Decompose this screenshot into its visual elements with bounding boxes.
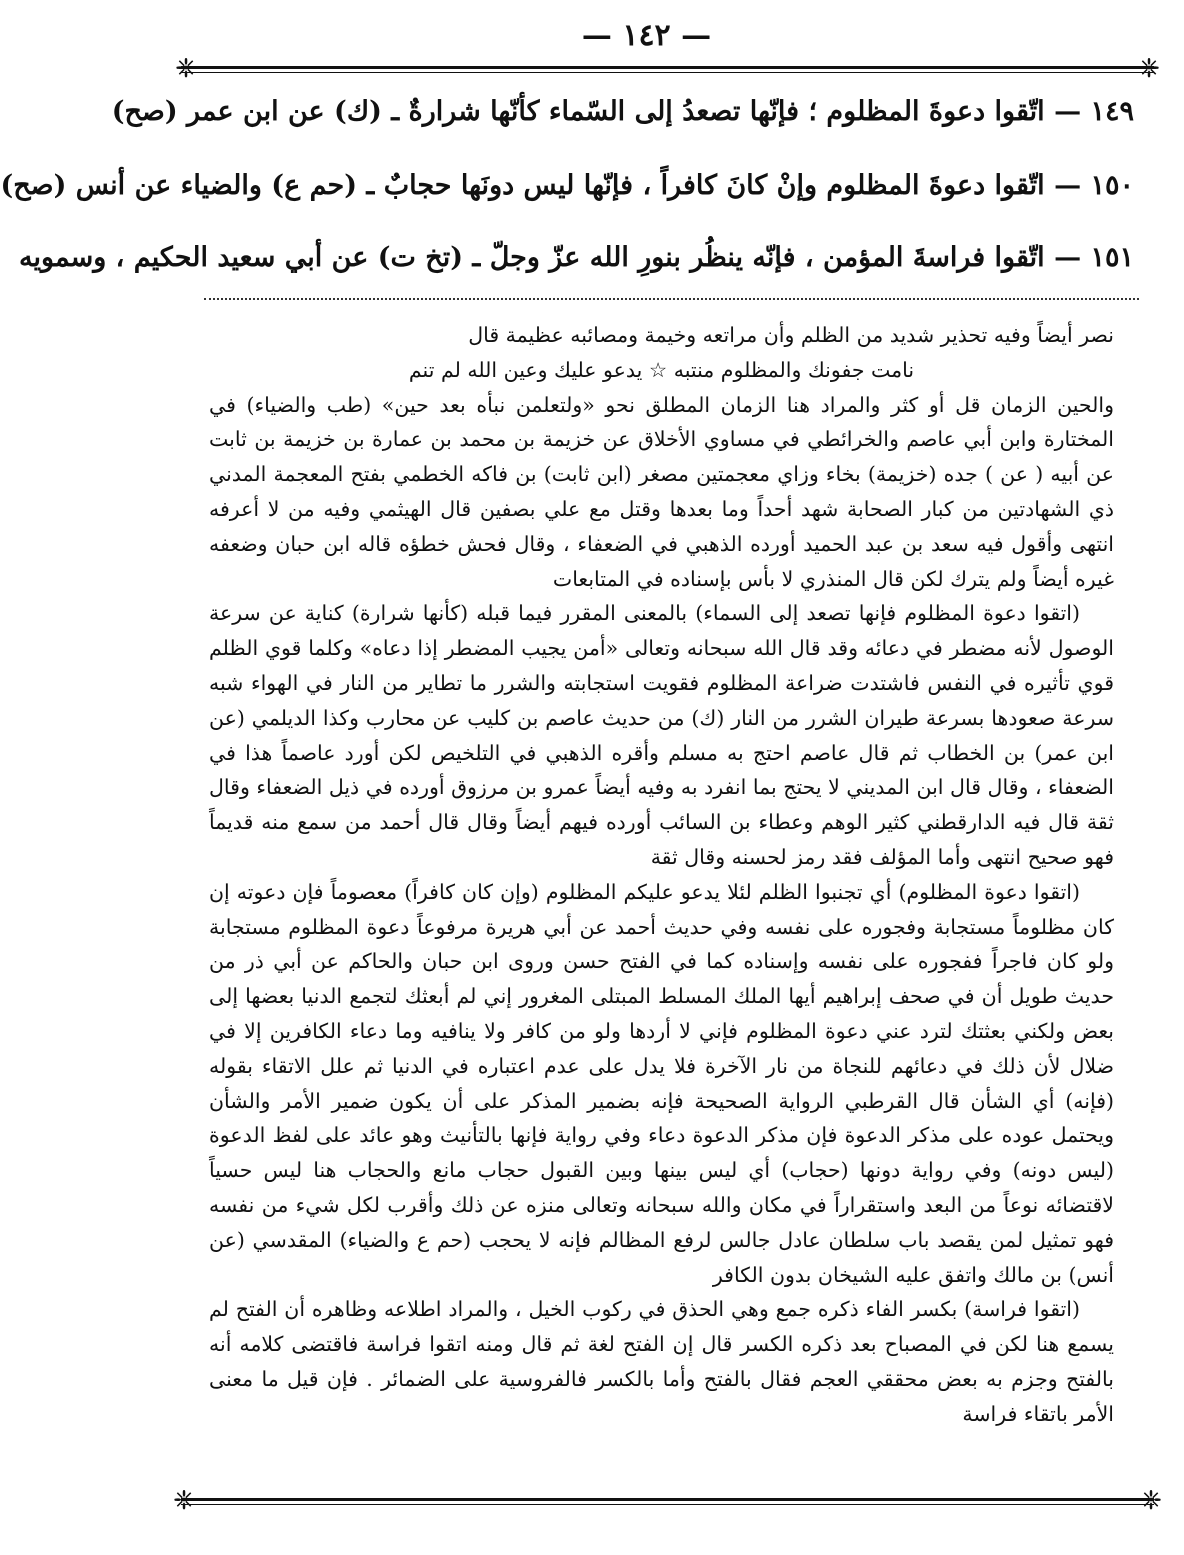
bottom-border-rule-thin xyxy=(181,1504,1154,1505)
commentary-paragraph: (اتقوا فراسة) بكسر الفاء ذكره جمع وهي الحذق في ركوب الخيل ، والمراد اطلاعه وظاهره أن الفتح لم يسمع هنا لكن في المصباح بعد ذكره الكسر قال إن الفتح لغة ثم قال ومنه اتقوا فراسة فاقتضى كلامه أنه بالفتح وجزم به بعض محققي العجم فقال بالفتح وأما بالكسر فالفروسية على الضمائر . فإن قيل ما معنى الأمر باتقاء فراسة xyxy=(209,1297,1114,1426)
hadith-151: ١٥١ — اتّقوا فراسةَ المؤمن ، فإنّه ينظُر بنورِ الله عزّ وجلّ ـ (تخ ت) عن أبي سعيد الحكيم ، وسمويه xyxy=(19,242,1134,273)
top-border-rule xyxy=(181,66,1154,69)
commentary-body xyxy=(209,318,1114,1432)
commentary-paragraph: (اتقوا دعوة المظلوم) أي تجنبوا الظلم لئلا يدعو عليكم المظلوم (وإن كان كافراً) معصوماً فإن دعوته إن كان مظلوماً مستجابة وفجوره على نفسه وفي حديث أحمد عن أبي هريرة مرفوعاً دعوة المظلوم مستجابة ولو كان فاجراً ففجوره على نفسه وإسناده كما في الفتح حسن وروى ابن حبان والحاكم عن أبي ذر من حديث طويل أن في صحف إبراهيم أيها الملك المسلط المبتلى المغرور إني لم أبعثك لتجمع الدنيا بعضها إلى بعض ولكني بعثتك لترد عني دعوة المظلوم فإني لا أردها ولو من كافر ولا ينافيه وما دعاء الكافرين إلا في ضلال لأن ذلك في دعائهم للنجاة من نار الآخرة فلا يدل على عدم اعتباره في الدنيا ثم علل الاتقاء بقوله (فإنه) أي الشأن قال القرطبي الرواية الصحيحة فإنه بضمير المذكر على أن يكون ضمير الأمر والشأن ويحتمل عوده على مذكر الدعوة فإن مذكر الدعوة دعاء وفي رواية فإنها بالتأنيث وهو عائد على لفظ الدعوة (ليس دونه) وفي رواية دونها (حجاب) أي ليس بينها وبين القبول حجاب مانع والحجاب هنا ليس حسياً لاقتضائه نوعاً من البعد واستقراراً في مكان والله سبحانه وتعالى منزه عن ذلك وأقرب لكل شيء من نفسه فهو تمثيل لمن يقصد باب سلطان عادل جالس لرفع المظالم فإنه لا يحجب (حم ع والضياء) المقدسي (عن أنس) بن مالك واتفق عليه الشيخان بدون الكافر xyxy=(209,879,1115,1287)
hadith-149: ١٤٩ — اتّقوا دعوةَ المظلوم ؛ فإنّها تصعدُ إلى السّماء كأنّها شرارةٌ ـ (ك) عن ابن عمر (صح) xyxy=(111,96,1134,127)
poem-verse: نامت جفونك والمظلوم منتبه ☆ يدعو عليك وعين الله لم تنم xyxy=(408,357,915,382)
page-number: — ١٤٢ — xyxy=(581,18,712,53)
top-border-rule-thin xyxy=(181,72,1154,73)
commentary-paragraph: والحين الزمان قل أو كثر والمراد هنا الزمان المطلق نحو «ولتعلمن نبأه بعد حين» (طب والضياء) في المختارة وابن أبي عاصم والخرائطي في مساوي الأخلاق عن خزيمة بن محمد بن عمارة بن خزيمة بن ثابت عن أبيه ( عن ) جده (خزيمة) بخاء وزاي معجمتين مصغر (ابن ثابت) بن فاكه الخطمي بفتح المعجمة المدني ذي الشهادتين من كبار الصحابة شهد أحداً وما بعدها وقتل مع علي بصفين قال الهيثمي وفيه من لا أعرفه انتهى وأقول فيه سعد بن عبد الحميد أورده الذهبي في الضعفاء ، وقال فحش خطؤه قاله ابن حبان وضعفه غيره أيضاً ولم يترك لكن قال المنذري لا بأس بإسناده في المتابعات xyxy=(209,392,1114,591)
section-divider xyxy=(204,298,1139,300)
corner-ornament-icon: ❈ xyxy=(175,54,197,84)
commentary-paragraph: (اتقوا دعوة المظلوم فإنها تصعد إلى السماء) بالمعنى المقرر فيما قبله (كأنها شرارة) كناية عن سرعة الوصول لأنه مضطر في دعائه وقد قال الله سبحانه وتعالى «أمن يجيب المضطر إذا دعاه» وكلما قوي الظلم قوي تأثيره في النفس فاشتدت ضراعة المظلوم فقويت استجابته والشرر ما تطاير من النار في الهواء شبه سرعة صعودها بسرعة طيران الشرر من النار (ك) من حديث عاصم بن كليب عن محارب وكذا الديلمي (عن ابن عمر) بن الخطاب ثم قال عاصم احتج به مسلم وأقره الذهبي في التلخيص لكن أورد عاصماً هذا في الضعفاء ، وقال قال ابن المديني لا يحتج بما انفرد به وفيه أيضاً عمرو بن مرزوق أورده في ذيل الضعفاء وقال ثقة قال فيه الدارقطني كثير الوهم وعطاء بن السائب أورده فيهم أيضاً وقال قال أحمد من سمع منه قديماً فهو صحيح انتهى وأما المؤلف فقد رمز لحسنه وقال ثقة xyxy=(209,601,1114,869)
commentary-paragraph: نصر أيضاً وفيه تحذير شديد من الظلم وأن مراتعه وخيمة ومصائبه عظيمة قال xyxy=(468,323,1114,347)
corner-ornament-icon: ❈ xyxy=(1138,54,1160,84)
corner-ornament-icon: ❈ xyxy=(173,1486,195,1516)
corner-ornament-icon: ❈ xyxy=(1140,1486,1162,1516)
bottom-border-rule xyxy=(181,1498,1154,1501)
hadith-150: ١٥٠ — اتّقوا دعوةَ المظلوم وإنْ كانَ كافراً ، فإنّها ليس دونَها حجابٌ ـ (حم ع) والضياء عن أنس (صح) xyxy=(0,170,1134,201)
